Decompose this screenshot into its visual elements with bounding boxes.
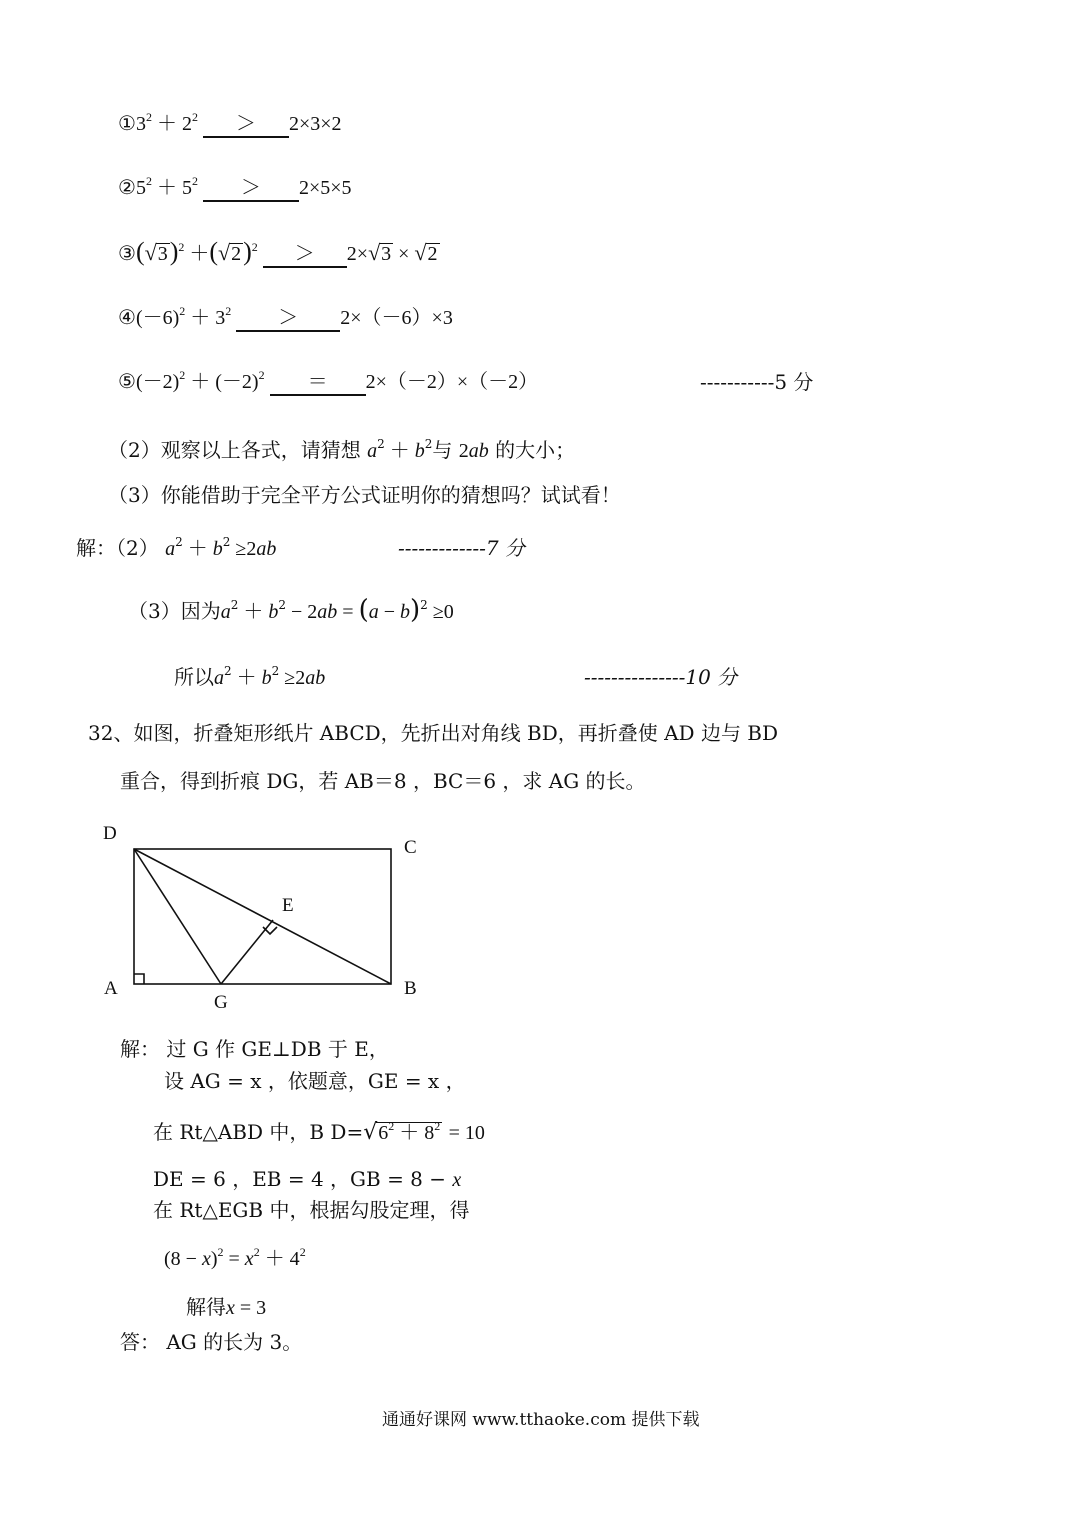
score-marker-5: -----------5 分 <box>700 370 814 394</box>
answer-blank: ＝ <box>270 372 366 396</box>
solution-2: 解：（2） $a^2 + b^2 \ge 2ab$ <box>76 535 277 560</box>
comparison-item-1: $①3^2 + 2^2 > 2\times 3\times 2$ <box>118 114 342 138</box>
solution-32-line-3: 在 Rt△ABD 中，B $D=√6^2 + 8^2 = 10$ <box>153 1119 485 1145</box>
question-3: （3）你能借助于完全平方公式证明你的猜想吗？试试看！ <box>108 483 621 507</box>
score-marker-10: ---------------10 分 <box>584 665 738 689</box>
question-32-line-1: 32、如图，折叠矩形纸片 ABCD，先折出对角线 BD，再折叠使 AD 边与 BD <box>88 721 779 745</box>
solution-32-line-1: 解： 过 G 作 GE⊥DB 于 E， <box>120 1037 389 1061</box>
label-c: C <box>404 837 417 858</box>
fold-line-dg <box>134 849 221 984</box>
page-footer: 通通好课网 www.tthaoke.com 提供下载 <box>382 1410 700 1430</box>
solution-32-line-5: 在 Rt△EGB 中，根据勾股定理，得 <box>153 1198 470 1222</box>
answer-blank: ＞ <box>236 308 340 332</box>
diagonal-bd <box>134 849 391 984</box>
question-32-line-2: 重合，得到折痕 DG，若 AB＝8 ，BC＝6 ，求 AG 的长。 <box>120 769 646 793</box>
solution-32-equation: $(8 - x)^2 = x^2 + 4^2$ <box>164 1245 306 1270</box>
comparison-item-2: $②5^2 + 5^2 > 2\times 5\times 5$ <box>118 178 352 202</box>
answer-blank: ＞ <box>203 114 289 138</box>
label-b: B <box>404 978 417 999</box>
solution-32-result: 解得x = 3 <box>186 1295 267 1319</box>
label-d: D <box>103 823 117 844</box>
answer-blank: ＞ <box>203 178 299 202</box>
solution-3: （3）因为$a^2 + b^2 - 2ab = (a - b)^2 \ge 0$ <box>128 595 454 625</box>
item-number: ① <box>118 113 136 135</box>
comparison-item-4: $④(-6)^2 + 3^2 > 2\times(-6)\times 3$ <box>118 308 453 332</box>
solution-32-line-2: 设 AG = x ，依题意，GE = x ， <box>164 1069 466 1093</box>
label-g: G <box>214 992 228 1013</box>
solution-32-answer: 答： AG 的长为 3。 <box>120 1330 303 1354</box>
label-e: E <box>282 895 294 916</box>
comparison-item-3: $③(√3)^2 +(√2)^2 > 2\times√3 \times √2$ <box>118 237 438 266</box>
item-number: ⑤ <box>118 371 136 393</box>
item-number: ② <box>118 177 136 199</box>
label-a: A <box>104 978 118 999</box>
score-marker-7: -------------7 分 <box>398 536 525 560</box>
item-number: ③ <box>118 243 136 265</box>
comparison-item-5: $⑤(-2)^2 + (-2)^2 = 2\times(-2)\times(-2)$ <box>118 372 538 396</box>
solution-32-line-4: DE = 6 ，EB = 4 ，GB = 8 − x <box>153 1167 462 1191</box>
right-angle-mark-a <box>134 974 144 984</box>
answer-blank: ＞ <box>263 244 347 268</box>
solution-3-conclusion: 所以$a^2 + b^2 \ge 2ab$ <box>174 664 326 689</box>
item-number: ④ <box>118 307 136 329</box>
question-2: （2）观察以上各式，请猜想 $a^2 + b^2$与 2ab 的大小； <box>108 437 576 462</box>
